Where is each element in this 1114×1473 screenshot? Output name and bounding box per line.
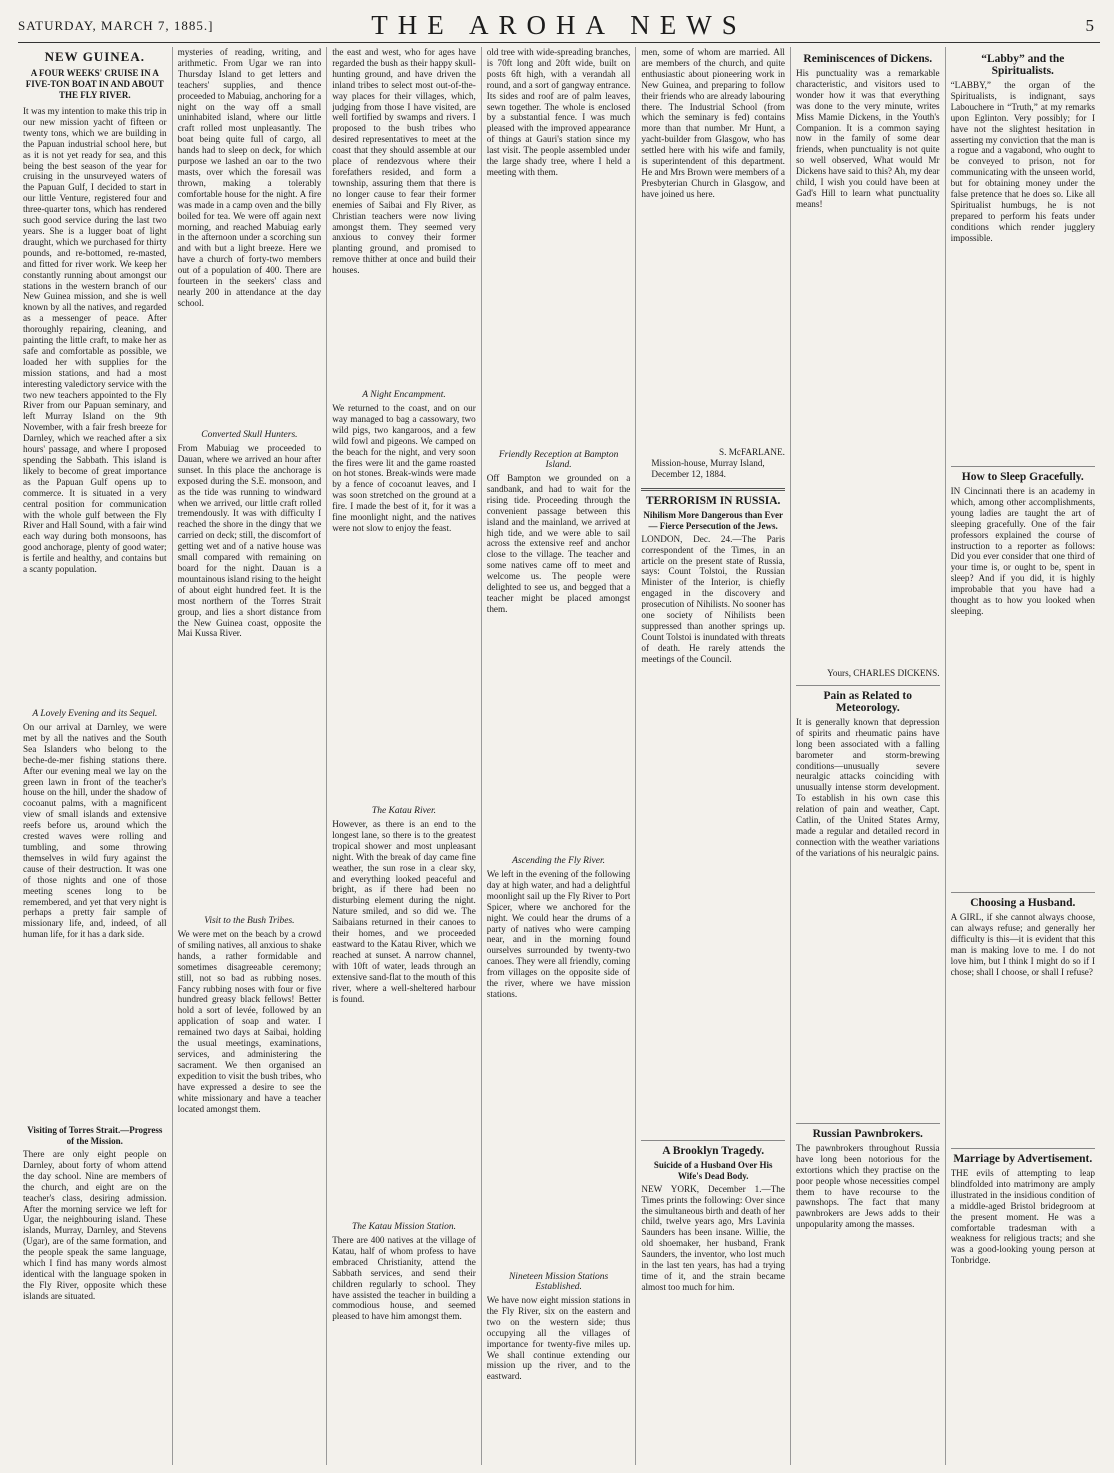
article-paragraph: NEW YORK, December 1.—The Times prints the following: Over since the simultaneous birth and death of her child, twelve years ago, Mrs Lavinia Saunders has been insane. Willie, the old shoemaker, her husband, Frank Saunders, the inventor, who lost much in the last ten years, has had a trying time of it, and the strain became almost too much for him.	[641, 1183, 785, 1292]
article-paragraph: However, as there is an end to the longest lane, so there is to the greatest tropical shower and most unpleasant night. With the break of day came fine weather, the sun rose in a clear sky, and everything looked peaceful and bright, as if there had been no disturbing element during the night. Nature smiled, and so did we. The Saibaians returned in their canoes to their homes, and we proceeded eastward to the Katau River, which we reached at sunset. A narrow channel, with 10ft of water, leads through an extensive sand-flat to the mouth of this river, where a well-sheltered harbour is found.	[332, 819, 476, 1004]
section-subheading: The Katau Mission Station.	[351, 1222, 456, 1232]
article-paragraph: Off Bampton we grounded on a sandbank, and had to wait for the rising tide. Proceeding through the convenient passage between this island and the mainland, we arrived at high tide, and we were able to sail across the extensive reef and anchor close to the village. The teacher and some natives came off to meet and welcome us. The people were delighted to see us, and begged that a teacher might be placed amongst them.	[486, 473, 631, 614]
article-paragraph: We returned to the coast, and on our way managed to bag a cassowary, two wild pigs, two kangaroos, and a few wild fowl and pigeons. We camped on the beach for the night, and very soon the fires were lit and the game roasted on hot stones. Break-winds were made by a fence of cocoanut leaves, and I was soon stretched on the ground at a fire. I made the best of it, for it was a fine moonlight night, and the natives were not slow to enjoy the feast.	[332, 403, 476, 533]
article-paragraph: IN Cincinnati there is an academy in which, among other accomplishments, young ladies are taught the art of sleeping gracefully. One of the fair professors explained the course of instruction to a reporter as follows: Did you ever consider that one third of your time is, or ought to be, spent in sleep? And if you did, it is highly improbable that you have had a thought as to how you looked when sleeping.	[950, 486, 1096, 616]
article-paragraph: We have now eight mission stations in the Fly River, six on the eastern and two on the western side; thus occupying all the villages of importance for twenty-five miles up. We shall continue extending our mission up the river, and to the eastward.	[486, 1295, 631, 1382]
article-paragraph: There are only eight people on Darnley, about forty of whom attend the day school. Nine are members of the church, and eight are on the teacher's class, desiring admission. After the morning service we left for Ugar, the neighbouring island. These islands, Murray, Darnley, and Stevens (Ugar), are of the same formation, and the people speak the same language, which I find has many words almost identical with the language spoken in the Fly River, opposite which these islands are situated.	[23, 1149, 167, 1301]
article-paragraph: From Mabuiag we proceeded to Dauan, where we arrived an hour after sunset. In this place the anchorage is exposed during the S.E. monsoon, and as the tide was running to windward when we arrived, our little craft rolled tremendously. It was with difficulty I reached the shore in the dingy that we carried on deck; still, the discomfort of getting wet and of a native house was small compared with remaining on board for the night. Dauan is a mountainous island rising to the height of about eight hundred feet. It is the most northern of the Torres Strait group, and lies a short distance from the New Guinea coast, opposite the Mai Kussa River.	[177, 443, 322, 639]
article-headline: A Brooklyn Tragedy.	[641, 1140, 785, 1157]
dateline: Mission-house, Murray Island, December 12, 1884.	[651, 457, 765, 479]
section-subheading: Friendly Reception at Bampton Island.	[498, 450, 619, 470]
article-paragraph: A GIRL, if she cannot always choose, can always refuse; and generally her difficulty is this—it is evident that this man is making love to me. I do not love him, but I think I might do so if I chose; shall I choose, or shall I refuse?	[950, 912, 1096, 977]
article-headline: NEW GUINEA.	[44, 49, 145, 64]
article-headline: How to Sleep Gracefully.	[951, 466, 1095, 483]
article-subheadline: Nihilism More Dangerous than Ever— Fierce Persecution of the Jews.	[643, 509, 783, 531]
article-paragraph: It is generally known that depression of spirits and rheumatic pains have long been associated with a falling barometer and storm-brewing conditions—unusually severe neuralgic attacks coinciding with unusually intense storm development. To establish in his own case this relation of pain and weather, Capt. Catlin, of the United States Army, made a regular and detailed record in connection with the weather variations of the variations of his neuralgic pains.	[795, 716, 940, 858]
newspaper-title: THE AROHA NEWS	[371, 10, 747, 40]
column-7	[946, 47, 1100, 1465]
article-paragraph: There are 400 natives at the village of Katau, half of whom profess to have embraced Christianity, attend the Sabbath services, and send their children regularly to school. They have assisted the teacher in building a commodious house, and seemed pleased to have him amongst them.	[332, 1235, 476, 1322]
article-paragraph: His punctuality was a remarkable characteristic, and visitors used to wonder how it was that everything was done to the very minute, writes Miss Mamie Dickens, in the Youth's Companion. It is a common saying now in the family of some dear friends, when punctuality is not quite so well observed, What would Mr Dickens have said to this? Ah, my dear child, I wish you could have been at Gad's Hill to learn what punctuality means!	[795, 68, 940, 209]
article-headline: “Labby” and the Spiritualists.	[981, 53, 1065, 77]
page-number: 5	[1085, 16, 1094, 35]
section-subheading: Ascending the Fly River.	[512, 856, 605, 866]
section-subheading: Visit to the Bush Tribes.	[204, 916, 295, 926]
section-subheading: Nineteen Mission Stations Established.	[508, 1272, 609, 1292]
article-headline: Reminiscences of Dickens.	[803, 53, 933, 65]
article-paragraph: We left in the evening of the following day at high water, and had a delightful moonlight sail up the Fly River to Port Spicer, where we anchored for the night. We could hear the drums of a party of natives who were camping near, and in the morning found ourselves surrounded by twenty-two canoes. They were all friendly, coming from villages on the opposite side of the river, where we have mission stations.	[486, 869, 631, 999]
article-paragraph: LONDON, Dec. 24.—The Paris correspondent of the Times, in an article on the present state of Russia, says: Count Tolstoi, the Russian Minister of the Interior, is chiefly engaged in the discovery and prosecution of Nihilists. No sooner has one society of Nihilists been suppressed than another springs up. Count Tolstoi is inundated with threats of death. He rarely attends the meetings of the Council.	[641, 533, 785, 664]
article-headline: Marriage by Advertisement.	[951, 1148, 1095, 1165]
section-subheading: Visiting of Torres Strait.—Progress of the Mission.	[27, 1125, 163, 1146]
section-subheading: Converted Skull Hunters.	[201, 430, 298, 440]
signature: Yours, CHARLES DICKENS.	[827, 668, 940, 678]
column-2	[173, 47, 328, 1465]
article-paragraph: On our arrival at Darnley, we were met by all the natives and the South Sea Islanders who belong to the beche-de-mer fishing stations there. After our evening meal we lay on the green lawn in front of the teacher's house on the hill, under the shadow of cocoanut palms, with a magnificent view of small islands and extensive reefs before us, around which the crested waves were rolling and tumbling, and some throwing themselves in wild fury against the cause of their destruction. It was one of those nights and one of those meeting scenes long to be remembered, and yet that very night is perhaps a pretty fair sample of missionary life, and, indeed, of all human life, for it has a dark side.	[23, 722, 167, 940]
article-headline: Pain as Related to Meteorology.	[796, 685, 940, 714]
masthead	[18, 8, 1100, 43]
issue-date: SATURDAY, MARCH 7, 1885.]	[18, 18, 214, 33]
article-paragraph: “LABBY,” the organ of the Spiritualists, is indignant, says Labouchere in “Truth,” at my remarks upon Eglinton. Very possibly; for I have not the slightest hesitation in asserting my conviction that the man is a rogue and a vagabond, who ought to be conveyed to prison, not for communicating with the unseen world, but for obtaining money under the false pretence that he does so. Like all Spiritualist humbugs, he is not prepared to perform his feats under conditions which render jugglery impossible.	[950, 80, 1096, 243]
article-headline: Choosing a Husband.	[951, 892, 1095, 909]
column-4	[482, 47, 637, 1465]
article-paragraph: old tree with wide-spreading branches, is 70ft long and 20ft wide, built on posts 6ft high, with a verandah all round, and a sort of gangway entrance. Its sides and roof are of palm leaves, sewn together. The whole is enclosed by a substantial fence. I was much pleased with the improved appearance of things at Gauri's station since my last visit. The people assembled under the large shady tree, where I held a meeting with them.	[486, 47, 631, 177]
column-1	[18, 47, 173, 1465]
column-6	[791, 47, 946, 1465]
article-paragraph: men, some of whom are married. All are members of the church, and quite enthusiastic about pioneering work in New Guinea, and preparing to follow their friends who are already labouring there. The Industrial School (from which the seminary is fed) contains more than that number. Mr Hunt, a yacht-builder from Glasgow, who has settled here with his wife and family, is superintendent of this department. He and Mrs Brown were members of a Presbyterian Church in Glasgow, and have joined us here.	[641, 47, 785, 199]
article-paragraph: mysteries of reading, writing, and arithmetic. From Ugar we ran into Thursday Island to get letters and teachers' supplies, and thence proceeded to Mabuiag, anchoring for a night on the way off a small uninhabited island, where our little craft rolled most unpleasantly. The boat being quite full of cargo, all hands had to sleep on deck, for which purpose we lashed an oar to the two masts, over which the foresail was thrown, making a tolerably comfortable house for the night. A fire was made in a camp oven and the billy boiled for tea. We were off again next morning, and reached Mabuiag early in the afternoon under a scorching sun and with but a light breeze. Here we have a church of forty-two members out of a population of 400. There are fourteen in the seekers' class and nearly 200 in attendance at the day school.	[177, 47, 322, 308]
signature: S. McFARLANE.	[719, 447, 785, 457]
article-paragraph: THE evils of attempting to leap blindfolded into matrimony are amply illustrated in the insidious condition of a middle-aged Bristol bridegroom at the present moment. He was a comfortable tradesman with a weakness for religious tracts; and she was a good-looking young person at Tonbridge.	[950, 1168, 1096, 1266]
article-headline: Russian Pawnbrokers.	[796, 1123, 940, 1140]
columns	[18, 47, 1100, 1465]
column-5	[636, 47, 791, 1465]
article-subheadline: A FOUR WEEKS' CRUISE IN A FIVE-TON BOAT IN AND ABOUT THE FLY RIVER.	[25, 68, 164, 100]
article-paragraph: It was my intention to make this trip in our new mission yacht of fifteen or twenty tons, which we are building in the Papuan industrial school here, but as it is not yet ready for sea, and this being the best season of the year for cruising in the unsurveyed waters of the Papuan Gulf, I decided to start in our little Venture, registered four and three-quarter tons, which has rendered such good service during the last two years. She is a lugger boat of light draught, which we purchased for thirty pounds, and re-bottomed, re-masted, and fitted for river work. We keep her constantly running about amongst our stations in the western branch of our New Guinea mission, and she is well known by all the natives, and regarded as a messenger of peace. After thoroughly repairing, cleaning, and painting the little craft, to make her as safe and comfortable as possible, we loaded her with supplies for the mission stations, and had a most interesting valedictory service with the two new teachers appointed to the Fly River from our Papuan seminary, and left Murray Island on the 9th November, with a fair fresh breeze for Darnley, which we reached after a six hours' passage, and where I proposed spending the Sabbath. This island is likely to become of great importance as the Papuan Gulf opens up to commerce. It is situated in a very central position for communication with the whole gulf between the Fly River and Hall Sound, with a fair wind each way during both monsoons, has good anchorage, plenty of good water; is fertile and healthy, and contains but a scanty population.	[23, 106, 167, 575]
section-subheading: A Lovely Evening and its Sequel.	[32, 709, 158, 719]
section-subheading: A Night Encampment.	[362, 390, 446, 400]
article-paragraph: We were met on the beach by a crowd of smiling natives, all anxious to shake hands, a rather formidable and sometimes disagreeable ceremony; still, not so bad as rubbing noses. Fancy rubbing noses with four or five hundred greasy black fellows! Better hold a sort of levée, followed by an application of soap and water. I remained two days at Saibai, holding the usual meetings, examinations, services, and administering the sacrament. We then organised an expedition to visit the bush tribes, who have expressed a desire to see the white missionary and have a teacher located amongst them.	[177, 929, 322, 1114]
article-paragraph: the east and west, who for ages have regarded the bush as their happy skull-hunting ground, and have driven the inland tribes to select most out-of-the-way places for their villages, which, judging from those I have visited, are well fortified by swamps and rivers. I proposed to the bush tribes who desired representatives to meet at the coast that they should assemble at our place of rendezvous where their forefathers resided, and form a township, assuring them that there is no longer cause to fear their former enemies of Saibai and Fly River, as Christian teachers were now living amongst them. They seemed very anxious to convey their former planting ground, and promised to remove thither at once and build their houses.	[332, 47, 476, 276]
column-3	[327, 47, 482, 1465]
article-paragraph: The pawnbrokers throughout Russia have long been notorious for the extortions which they practise on the poor people whose necessities compel them to have recourse to the pawnshops. The fact that many pawnbrokers are Jews adds to their unpopularity among the masses.	[795, 1142, 940, 1230]
section-subheading: The Katau River.	[371, 806, 437, 816]
article-subheadline: Suicide of a Husband Over His Wife's Dead Body.	[653, 1159, 773, 1181]
article-headline: TERRORISM IN RUSSIA.	[641, 488, 785, 507]
